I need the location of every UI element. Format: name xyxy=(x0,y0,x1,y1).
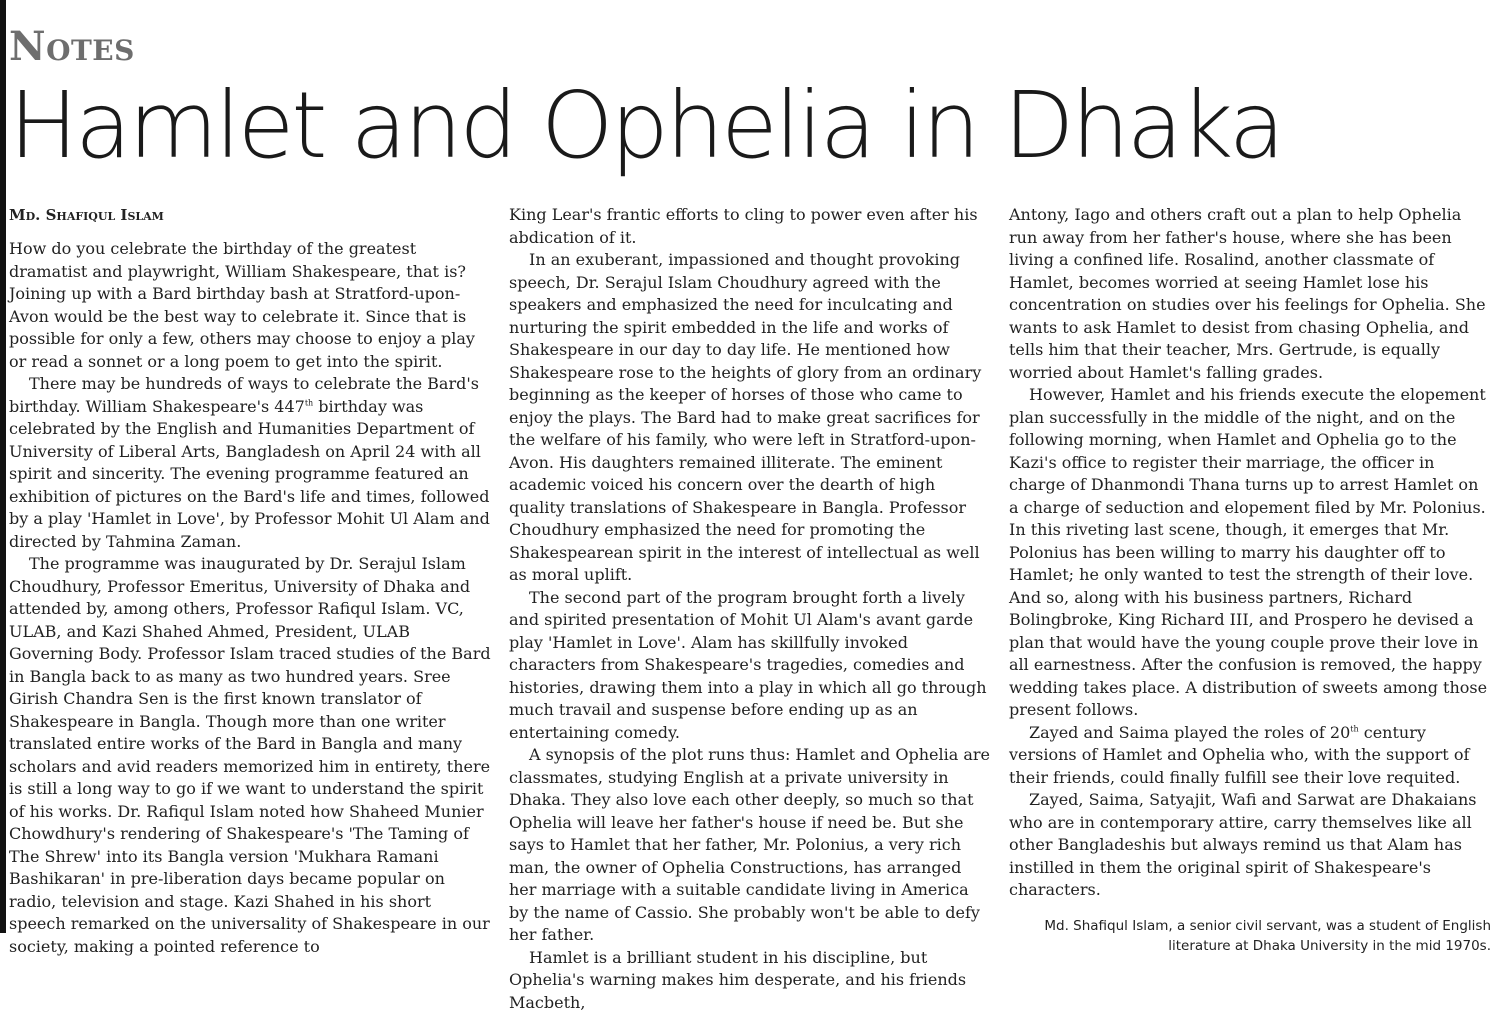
column-3 xyxy=(1009,204,1491,956)
paragraph-9: Zayed and Saima played the roles of 20th century versions of Hamlet and Ophelia who, with the support of their friends, could finally fulfill see their love requited. xyxy=(1009,722,1491,790)
paragraph-10: Zayed, Saima, Satyajit, Wafi and Sarwat are Dhakaians who are in contemporary attire, carry themselves like all other Bangladeshis but always remind us that Alam has instilled in them the original spirit of Shakespeare's characters. xyxy=(1009,789,1491,902)
paragraph-6: A synopsis of the plot runs thus: Hamlet and Ophelia are classmates, studying English at a private university in Dhaka. They also love each other deeply, so much so that Ophelia will leave her father's house if need be. But she says to Hamlet that her father, Mr. Polonius, a very rich man, the owner of Ophelia Constructions, has arranged her marriage with a suitable candidate living in America by the name of Cassio. She probably won't be able to defy her father. xyxy=(509,744,991,947)
paragraph-5: The second part of the program brought forth a lively and spirited presentation of Mohit Ul Alam's avant garde play 'Hamlet in Love'. Alam has skillfully invoked characters from Shakespeare's tragedies, comedies and histories, drawing them into a play in which all go through much travail and suspense before ending up as an entertaining comedy. xyxy=(509,587,991,745)
author-bio: Md. Shafiqul Islam, a senior civil servant, was a student of English literature at Dhaka University in the mid 1970s. xyxy=(1009,916,1491,956)
headline: Hamlet and Ophelia in Dhaka xyxy=(9,70,1282,182)
column-1 xyxy=(9,204,491,958)
paragraph-4: In an exuberant, impassioned and thought provoking speech, Dr. Serajul Islam Choudhury agreed with the speakers and emphasized the need for inculcating and nurturing the spirit embedded in the life and works of Shakespeare in our day to day life. He mentioned how Shakespeare rose to the heights of glory from an ordinary beginning as the keeper of horses of those who came to enjoy the plays. The Bard had to make great sacrifices for the welfare of his family, who were left in Stratford-upon-Avon. His daughters remained illiterate. The eminent academic voiced his concern over the dearth of high quality translations of Shakespeare in Bangla. Professor Choudhury emphasized the need for promoting the Shakespearean spirit in the interest of intellectual as well as moral uplift. xyxy=(509,249,991,587)
paragraph-3-continued: King Lear's frantic efforts to cling to power even after his abdication of it. xyxy=(509,204,991,249)
paragraph-1: How do you celebrate the birthday of the greatest dramatist and playwright, William Shakespeare, that is? Joining up with a Bard birthday bash at Stratford-upon-Avon would be the best way to celebrate it. Since that is possible for only a few, others may choose to enjoy a play or read a sonnet or a long poem to get into the spirit. xyxy=(9,238,491,373)
byline: Md. Shafiqul Islam xyxy=(9,204,491,226)
column-2 xyxy=(509,204,991,1014)
paragraph-7-continued: Antony, Iago and others craft out a plan to help Ophelia run away from her father's house, where she has been living a confined life. Rosalind, another classmate of Hamlet, becomes worried at seeing Hamlet lose his concentration on studies over his feelings for Ophelia. She wants to ask Hamlet to desist from chasing Ophelia, and tells him that their teacher, Mrs. Gertrude, is equally worried about Hamlet's falling grades. xyxy=(1009,204,1491,384)
paragraph-7: Hamlet is a brilliant student in his discipline, but Ophelia's warning makes him desperate, and his friends Macbeth, xyxy=(509,947,991,1014)
page-edge-bar xyxy=(0,0,6,933)
paragraph-3: The programme was inaugurated by Dr. Serajul Islam Choudhury, Professor Emeritus, University of Dhaka and attended by, among others, Professor Rafiqul Islam. VC, ULAB, and Kazi Shahed Ahmed, President, ULAB Governing Body. Professor Islam traced studies of the Bard in Bangla back to as many as two hundred years. Sree Girish Chandra Sen is the first known translator of Shakespeare in Bangla. Though more than one writer translated entire works of the Bard in Bangla and many scholars and avid readers memorized him in entirety, there is still a long way to go if we want to understand the spirit of his works. Dr. Rafiqul Islam noted how Shaheed Munier Chowdhury's rendering of Shakespeare's 'The Taming of The Shrew' into its Bangla version 'Mukhara Ramani Bashikaran' in pre-liberation days became popular on radio, television and stage. Kazi Shahed in his short speech remarked on the universality of Shakespeare in our society, making a pointed reference to xyxy=(9,553,491,958)
paragraph-8: However, Hamlet and his friends execute the elopement plan successfully in the middle of the night, and on the following morning, when Hamlet and Ophelia go to the Kazi's office to register their marriage, the officer in charge of Dhanmondi Thana turns up to arrest Hamlet on a charge of seduction and elopement filed by Mr. Polonius. In this riveting last scene, though, it emerges that Mr. Polonius has been willing to marry his daughter off to Hamlet; he only wanted to test the strength of their love. And so, along with his business partners, Richard Bolingbroke, King Richard III, and Prospero he devised a plan that would have the young couple prove their love in all earnestness. After the confusion is removed, the happy wedding takes place. A distribution of sweets among those present follows. xyxy=(1009,384,1491,722)
paragraph-2: There may be hundreds of ways to celebrate the Bard's birthday. William Shakespeare's 447th birthday was celebrated by the English and Humanities Department of University of Liberal Arts, Bangladesh on April 24 with all spirit and sincerity. The evening programme featured an exhibition of pictures on the Bard's life and times, followed by a play 'Hamlet in Love', by Professor Mohit Ul Alam and directed by Tahmina Zaman. xyxy=(9,373,491,553)
section-label: Notes xyxy=(9,24,135,70)
